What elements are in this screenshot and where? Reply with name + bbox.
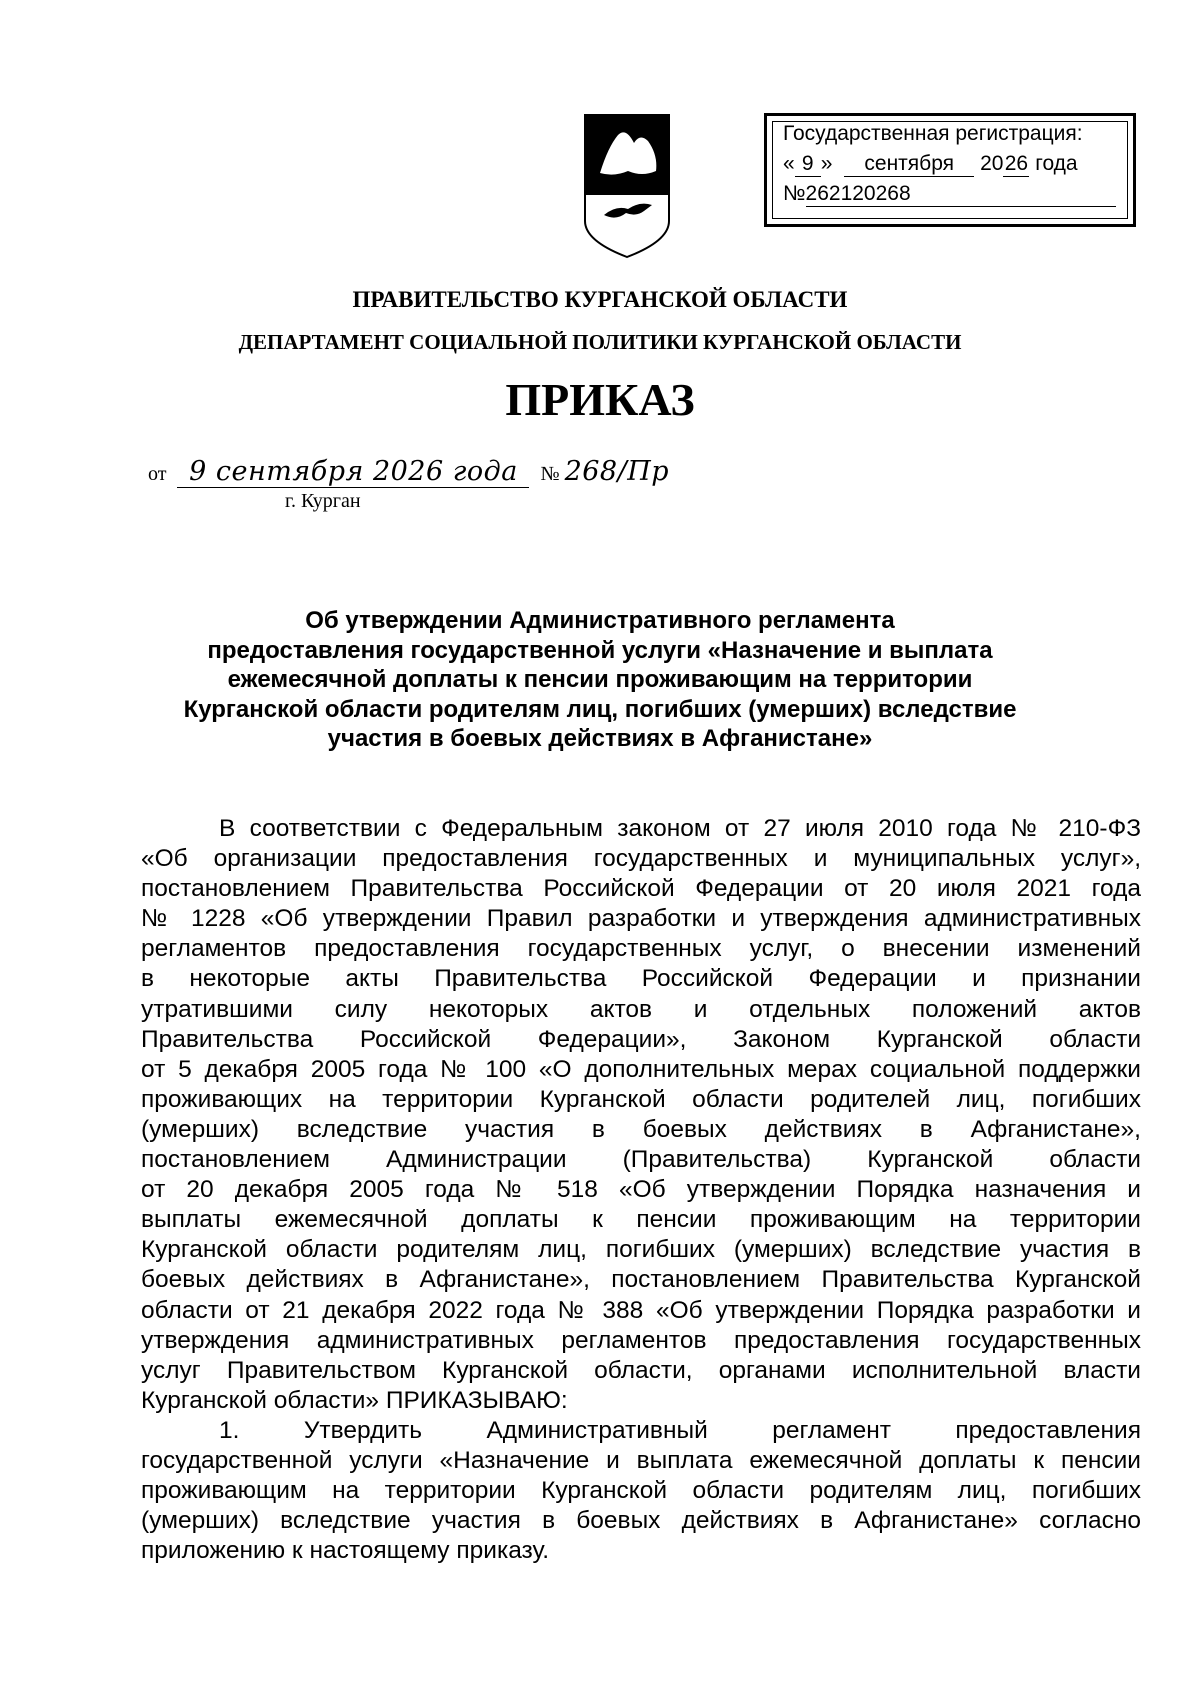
text-line: боевых действиях в Афганистане», постановлением Правительства Курганской <box>141 1266 1141 1294</box>
text-line: (умерших) вследствие участия в боевых действиях в Афганистане», <box>141 1115 1141 1143</box>
text-line: услуг Правительством Курганской области, органами исполнительной власти <box>141 1356 1141 1384</box>
registration-year-word: года <box>1035 152 1078 175</box>
registration-number: 262120268 <box>806 182 1116 207</box>
registration-day: 9 <box>795 152 821 177</box>
document-type: ПРИКАЗ <box>505 374 695 425</box>
text-line: Правительства Российской Федерации», Законом Курганской области <box>141 1025 1141 1053</box>
text-line: № 1228 «Об утверждении Правил разработки и утверждения административных <box>141 905 1141 933</box>
registration-year-prefix: 20 <box>980 152 1004 175</box>
registration-number-label: № <box>783 182 806 205</box>
text-line: государственной услуги «Назначение и выплата ежемесячной доплаты к пенсии <box>141 1447 1141 1475</box>
order-item-1 <box>141 1416 1141 1566</box>
document-title <box>140 606 1060 754</box>
text-line: в некоторые акты Правительства Российской Федерации и признании <box>141 965 1141 993</box>
title-line: предоставления государственной услуги «Назначение и выплата <box>207 636 993 664</box>
registration-month: сентября <box>844 152 974 177</box>
text-line: Курганской области родителям лиц, погибших (умерших) вследствие участия в <box>141 1236 1141 1264</box>
order-number-label: № <box>540 463 560 485</box>
text-line: проживающим на территории Курганской области родителям лиц, погибших <box>141 1477 1141 1505</box>
preamble-paragraph <box>141 814 1141 1416</box>
title-line: участия в боевых действиях в Афганистане» <box>327 725 873 752</box>
text-line: 1. Утвердить Административный регламент предоставления <box>219 1417 1141 1444</box>
registration-title: Государственная регистрация: <box>783 122 1083 145</box>
department-name: ДЕПАРТАМЕНТ СОЦИАЛЬНОЙ ПОЛИТИКИ КУРГАНСКОЙ ОБЛАСТИ <box>238 330 962 354</box>
text-line: постановлением Правительства Российской Федерации от 20 июля 2021 года <box>141 875 1141 903</box>
text-line: от 5 декабря 2005 года № 100 «О дополнительных мерах социальной поддержки <box>141 1055 1141 1083</box>
title-line: Курганской области родителям лиц, погибших (умерших) вследствие <box>183 695 1017 723</box>
text-line: «Об организации предоставления государственных и муниципальных услуг», <box>141 845 1141 873</box>
text-line: от 20 декабря 2005 года № 518 «Об утверждении Порядка назначения и <box>141 1176 1141 1204</box>
registration-box <box>764 113 1136 227</box>
title-line: Об утверждении Административного регламента <box>305 607 895 634</box>
registration-year-suffix: 26 <box>1004 152 1029 175</box>
order-date-row <box>148 456 670 488</box>
text-line: В соответствии с Федеральным законом от 27 июля 2010 года № 210-ФЗ <box>219 815 1141 842</box>
government-name: ПРАВИТЕЛЬСТВО КУРГАНСКОЙ ОБЛАСТИ <box>352 287 848 312</box>
text-line: Курганской области» ПРИКАЗЫВАЮ: <box>141 1386 568 1414</box>
text-line: (умерших) вследствие участия в боевых действиях в Афганистане» согласно <box>141 1507 1141 1535</box>
text-line: утратившими силу некоторых актов и отдельных положений актов <box>141 995 1141 1023</box>
text-line: области от 21 декабря 2022 года № 388 «Об утверждении Порядка разработки и <box>141 1296 1141 1324</box>
order-date-handwritten: 9 сентября 2026 года <box>177 457 529 488</box>
registration-number-row <box>783 182 1116 207</box>
text-line: проживающих на территории Курганской области родителей лиц, погибших <box>141 1085 1141 1113</box>
text-line: выплаты ежемесячной доплаты к пенсии проживающим на территории <box>141 1206 1141 1234</box>
text-line: постановлением Администрации (Правительства) Курганской области <box>141 1146 1141 1174</box>
order-from-label: от <box>148 463 167 485</box>
text-line: утверждения административных регламентов предоставления государственных <box>141 1326 1141 1354</box>
title-line: ежемесячной доплаты к пенсии проживающим на территории <box>227 666 973 693</box>
text-line: приложению к настоящему приказу. <box>141 1537 550 1565</box>
order-city: г. Курган <box>285 490 361 512</box>
order-number-handwritten: 268/Пр <box>564 456 670 487</box>
text-line: регламентов предоставления государственных услуг, о внесении изменений <box>141 935 1141 963</box>
registration-date: « 9 » сентября 2026 года <box>783 152 1078 175</box>
coat-of-arms-emblem <box>582 113 672 259</box>
